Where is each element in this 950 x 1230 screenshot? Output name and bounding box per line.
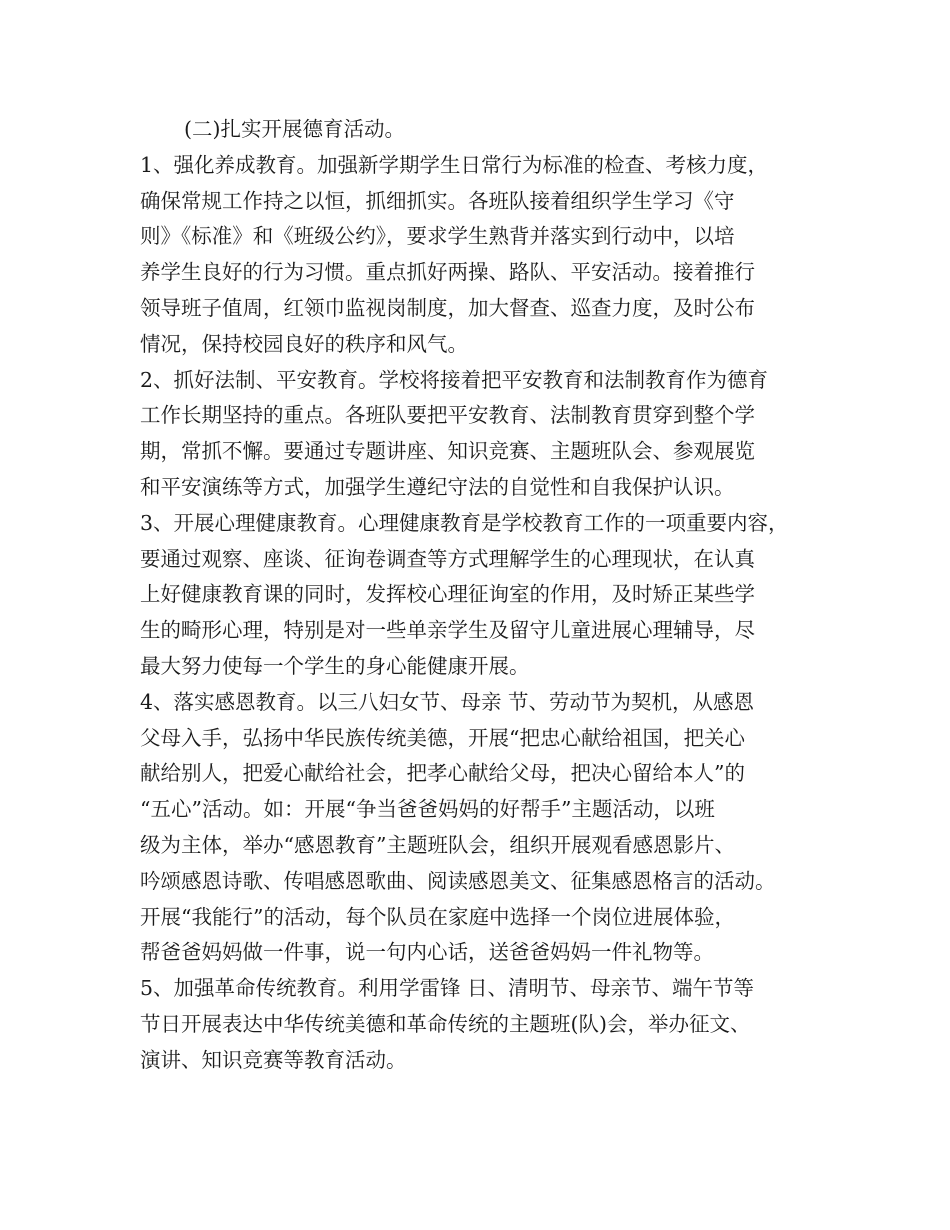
text-line: 演讲、知识竞赛等教育活动。 [140, 1047, 407, 1072]
text-line: 要通过观察、座谈、征询卷调查等方式理解学生的心理现状，在认真 [140, 546, 755, 571]
text-line: 3、开展心理健康教育。心理健康教育是学校教育工作的一项重要内容， [140, 510, 789, 535]
text-line: 养学生良好的行为习惯。重点抓好两操、路队、平安活动。接着推行 [140, 260, 755, 285]
text-line: 开展“我能行”的活动，每个队员在家庭中选择一个岗位进展体验， [140, 904, 735, 929]
text-line: 2、抓好法制、平安教育。学校将接着把平安教育和法制教育作为德育 [140, 367, 769, 392]
text-line: 父母入手，弘扬中华民族传统美德，开展“把忠心献给祖国，把关心 [140, 725, 745, 750]
text-line: 1、强化养成教育。加强新学期学生日常行为标准的检查、考核力度， [140, 152, 769, 177]
text-line: 献给别人，把爱心献给社会，把孝心献给父母，把决心留给本人”的 [140, 761, 745, 786]
text-line: 4、落实感恩教育。以三八妇女节、母亲 节、劳动节为契机，从感恩 [140, 689, 755, 714]
text-line: 上好健康教育课的同时，发挥校心理征询室的作用，及时矫正某些学 [140, 582, 755, 607]
text-line: “五心”活动。如：开展“争当爸爸妈妈的好帮手”主题活动，以班 [140, 797, 715, 822]
text-line: 情况，保持校园良好的秩序和风气。 [140, 331, 468, 356]
text-line: 领导班子值周，红领巾监视岗制度，加大督查、巡查力度，及时公布 [140, 295, 755, 320]
text-line: 期，常抓不懈。要通过专题讲座、知识竞赛、主题班队会、参观展览 [140, 439, 755, 464]
text-line: 则》《标准》和《班级公约》，要求学生熟背并落实到行动中，以培 [140, 224, 735, 249]
text-line: 吟颂感恩诗歌、传唱感恩歌曲、阅读感恩美文、征集感恩格言的活动。 [140, 868, 776, 893]
document-body [140, 112, 820, 1079]
text-line: 最大努力使每一个学生的身心能健康开展。 [140, 653, 530, 678]
text-line: 5、加强革命传统教育。利用学雷锋 日、清明节、母亲节、端午节等 [140, 976, 755, 1001]
text-line: 生的畸形心理，特别是对一些单亲学生及留守儿童进展心理辅导，尽 [140, 618, 755, 643]
text-line: 帮爸爸妈妈做一件事，说一句内心话，送爸爸妈妈一件礼物等。 [140, 940, 714, 965]
text-line: 和平安演练等方式，加强学生遵纪守法的自觉性和自我保护认识。 [140, 474, 735, 499]
text-line: 确保常规工作持之以恒，抓细抓实。各班队接着组织学生学习《守 [140, 188, 735, 213]
text-line: 级为主体，举办“感恩教育”主题班队会，组织开展观看感恩影片、 [140, 832, 735, 857]
text-line: 节日开展表达中华传统美德和革命传统的主题班(队)会，举办征文、 [140, 1011, 751, 1036]
section-heading: (二)扎实开展德育活动。 [184, 117, 405, 141]
text-line: 工作长期坚持的重点。各班队要把平安教育、法制教育贯穿到整个学 [140, 403, 755, 428]
